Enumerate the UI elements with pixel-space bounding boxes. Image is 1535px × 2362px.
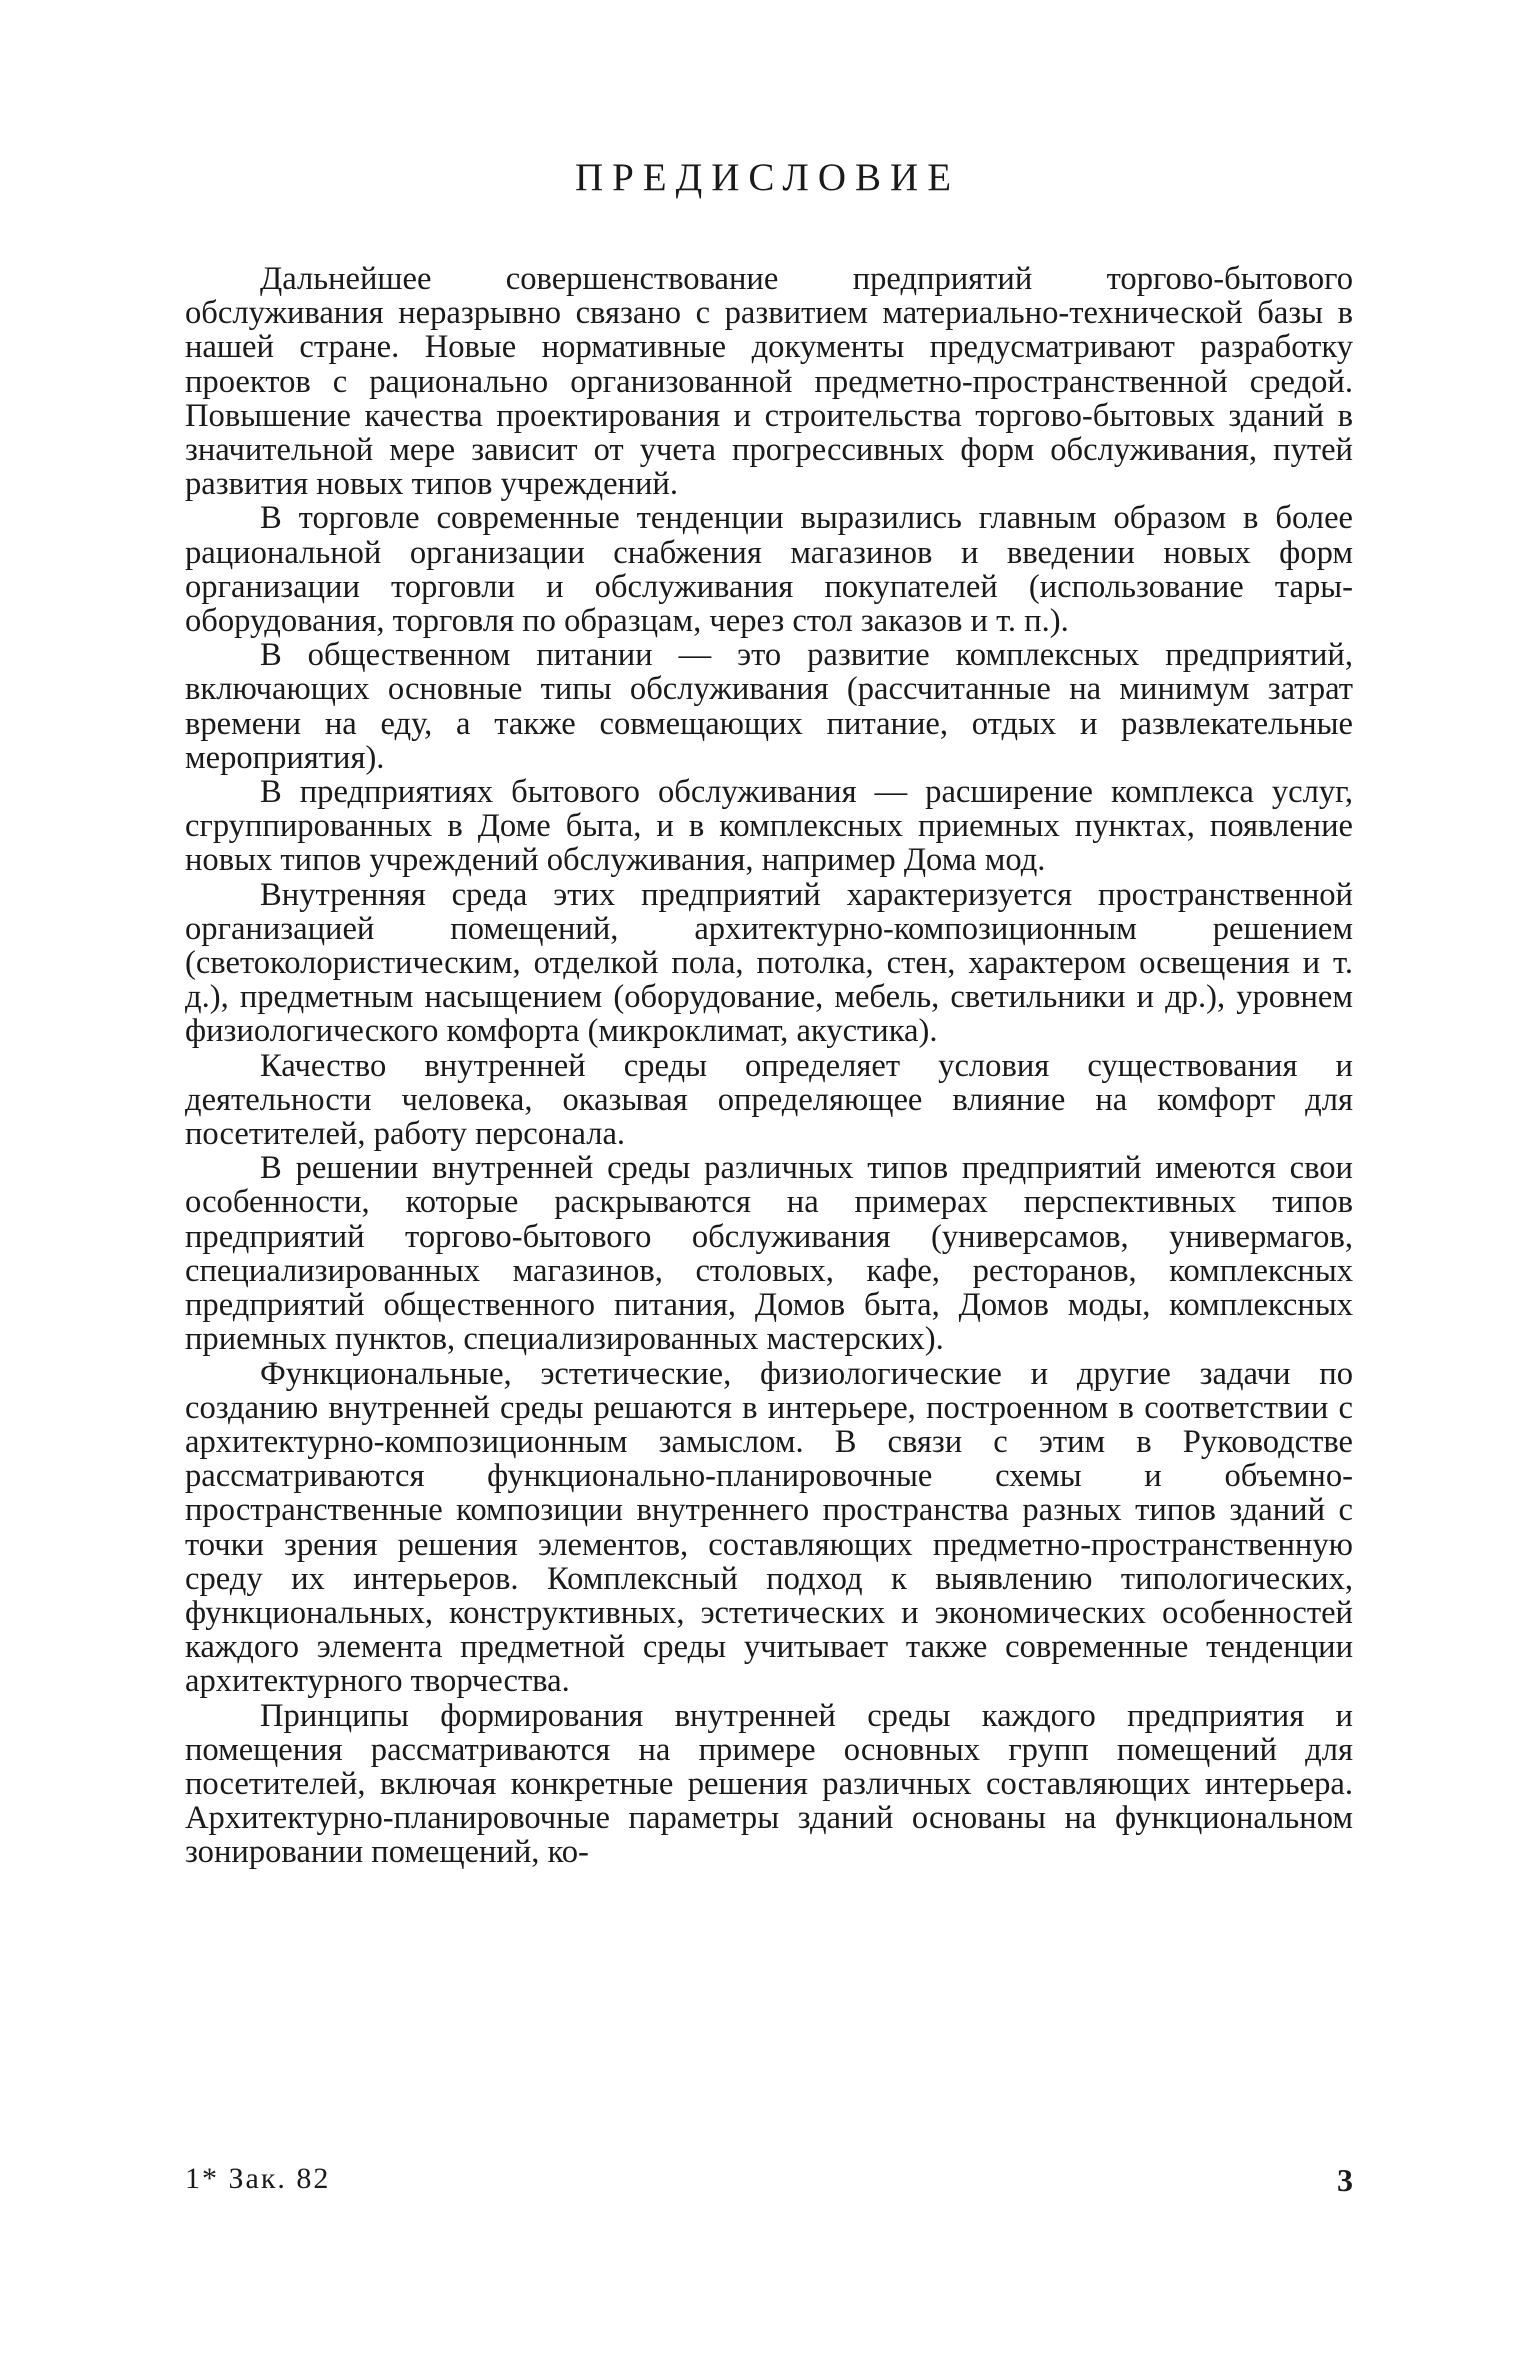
paragraph: В решении внутренней среды различных типов предприятий имеются свои особенности, которые раскрываются на примерах перспективных типов предприятий торгово-бытового обслуживания (универсамов, универмагов, специализированных магазинов, столовых, кафе, ресторанов, комплексных предприятий общественного питания, Домов быта, Домов моды, комплексных приемных пунктов, специализированных мастерских). — [185, 1150, 1353, 1358]
paragraph: Качество внутренней среды определяет условия существования и деятельности человека, оказывая определяющее влияние на комфорт для посетителей, работу персонала. — [185, 1047, 1353, 1153]
paragraph: В общественном питании — это развитие комплексных предприятий, включающих основные типы обслуживания (рассчитанные на минимум затрат времени на еду, а также совмещающих питание, отдых и развлекательные мероприятия). — [185, 637, 1353, 776]
paragraph: В предприятиях бытового обслуживания — расширение комплекса услуг, сгруппированных в Доме быта, и в комплексных приемных пунктах, появление новых типов учреждений обслуживания, например Дома мод. — [185, 774, 1353, 879]
printing-signature: 1* Зак. 82 — [185, 2162, 331, 2195]
paragraph: Функциональные, эстетические, физиологические и другие задачи по созданию внутренней среды решаются в интерьере, построенном в соответствии с архитектурно-композиционным замыслом. В связи с этим в Руководстве рассматриваются функционально-планировочные схемы и объемно-пространственные композиции внутреннего пространства разных типов зданий с точки зрения решения элементов, составляющих предметно-пространственную среду их интерьеров. Комплексный подход к выявлению типологических, функциональных, конструктивных, эстетических и экономических особенностей каждого элемента предметной среды учитывает также современные тенденции архитектурного творчества. — [185, 1355, 1353, 1700]
paragraph: Принципы формирования внутренней среды каждого предприятия и помещения рассматриваются на примере основных групп помещений для посетителей, включая конкретные решения различных составляющих интерьера. Архитектурно-планировочные параметры зданий основаны на функциональном зонировании помещений, ко- — [185, 1697, 1353, 1871]
paragraph: Внутренняя среда этих предприятий характеризуется пространственной организацией помещений, архитектурно-композиционным решением (светоколористическим, отделкой пола, потолка, стен, характером освещения и т. д.), предметным насыщением (оборудование, мебель, светильники и др.), уровнем физиологического комфорта (микроклимат, акустика). — [185, 876, 1353, 1050]
paragraph: Дальнейшее совершенствование предприятий торгово-бытового обслуживания неразрывно связано с развитием материально-технической базы в нашей стране. Новые нормативные документы предусматривают разработку проектов с рационально организованной предметно-пространственной средой. Повышение качества проектирования и строительства торгово-бытовых зданий в значительной мере зависит от учета прогрессивных форм обслуживания, путей развития новых типов учреждений. — [185, 261, 1353, 503]
body-text — [185, 262, 1353, 1870]
paragraph: В торговле современные тенденции выразились главным образом в более рациональной организации снабжения магазинов и введении новых форм организации торговли и обслуживания покупателей (использование тары-оборудования, торговля по образцам, через стол заказов и т. п.). — [185, 500, 1353, 640]
page-number: 3 — [1337, 2162, 1353, 2198]
page-title: ПРЕДИСЛОВИЕ — [574, 156, 961, 199]
